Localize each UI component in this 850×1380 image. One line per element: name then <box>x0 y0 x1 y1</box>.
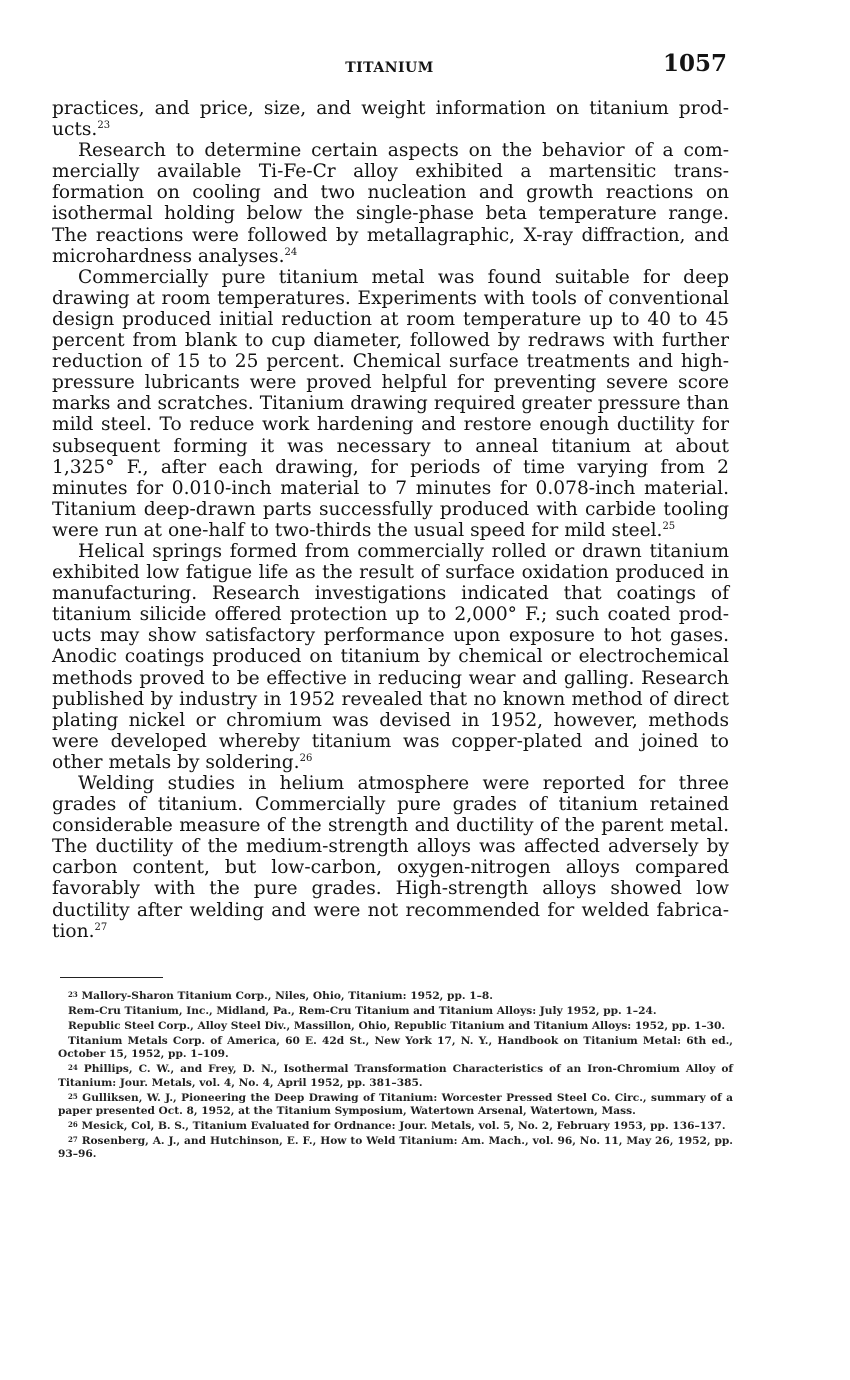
paragraph <box>52 773 729 942</box>
footnote-text: Rosenberg, A. J., and Hutchinson, E. F., How to Weld Titanium: Am. Mach., vol. 96, No. 11, May 26, 1952, pp. 93–96. <box>58 1134 733 1161</box>
footnote <box>58 988 733 1003</box>
paragraph <box>52 267 729 541</box>
page-number: 1057 <box>662 50 727 77</box>
footnote <box>58 1118 733 1133</box>
footnote-mark: 26 <box>68 1119 78 1129</box>
footnote-text: Gulliksen, W. J., Pioneering the Deep Drawing of Titanium: Worcester Pressed Steel Co. Circ., summary of a paper presented Oct. 8, 1952, at the Titanium Symposium, Watertown Arsenal, Watertown, Mass. <box>58 1091 733 1117</box>
paragraph <box>52 541 729 773</box>
footnote-text: Titanium Metals Corp. of America, 60 E. 42d St., New York 17, N. Y., Handbook on Titanium Metal: 6th ed., October 15, 1952, pp. 1–109. <box>58 1035 733 1061</box>
footnotes <box>58 988 733 1161</box>
running-title: TITANIUM <box>345 60 434 76</box>
footnote-reference: 26 <box>299 752 313 764</box>
paragraph-text: Welding studies in helium atmosphere were reported for three grades of titanium. Commercially pure grades of titanium retained considerable measure of the strength and ductility of the parent metal. The ductility of the medium-strength alloys was affected adversely by carbon content, but low-carbon, oxygen-nitrogen alloys compared favorably with the pure grades. High-strength alloys showed low ductility after welding and were not recommended for welded fabrication. <box>52 773 729 942</box>
footnote-reference: 27 <box>94 921 108 933</box>
footnote-mark: 23 <box>68 990 78 999</box>
footnote-mark: 25 <box>68 1091 78 1101</box>
footnote-reference: 24 <box>284 246 298 258</box>
footnote-text: Republic Steel Corp., Alloy Steel Div., Massillon, Ohio, Republic Titanium and Titanium Alloys: 1952, pp. 1–30. <box>68 1020 726 1033</box>
paragraph-text: Helical springs formed from commercially rolled or drawn titanium exhibited low fatigue life as the result of surface oxidation produced in manufacturing. Research investigations indicated that coatings of titanium silicide offered protection up to 2,000° F.; such coated products may show satisfactory performance upon exposure to hot gases. Anodic coatings produced on titanium by chemical or electrochemical methods proved to be effective in reducing wear and galling. Research published by industry in 1952 revealed that no known method of direct plating nickel or chromium was devised in 1952, however, methods were developed whereby titanium was copper-plated and joined to other metals by soldering. <box>52 540 729 773</box>
footnote <box>58 1003 733 1018</box>
footnote-text: Mallory-Sharon Titanium Corp., Niles, Ohio, Titanium: 1952, pp. 1–8. <box>81 990 493 1002</box>
footnote-reference: 25 <box>662 520 676 532</box>
paragraph-text: Commercially pure titanium metal was found suitable for deep drawing at room temperatures. Experiments with tools of conventional design produced initial reduction at room temperature up to 40 to 45 percent from blank to cup diameter, followed by redraws with further reduction of 15 to 25 percent. Chemical surface treatments and high-pressure lubricants were proved helpful for preventing severe score marks and scratches. Titanium drawing required greater pressure than mild steel. To reduce work hardening and restore enough ductility for subsequent forming it was necessary to anneal titanium at about 1,325° F., after each drawing, for periods of time varying from 2 minutes for 0.010-inch material to 7 minutes for 0.078-inch material. Titanium deep-drawn parts successfully produced with carbide tooling were run at one-half to two-thirds the usual speed for mild steel. <box>52 266 729 541</box>
paragraph <box>52 98 729 140</box>
footnote <box>58 1090 733 1118</box>
footnote-divider <box>60 977 163 978</box>
paragraph-text: Research to determine certain aspects on the behavior of a commercially available Ti-Fe-Cr alloy exhibited a martensitic transformation on cooling and two nucleation and growth reactions on isothermal holding below the single-phase beta temperature range. The reactions were followed by metallagraphic, X-ray diffraction, and microhardness analyses. <box>52 140 729 267</box>
footnote-mark: 24 <box>68 1063 78 1073</box>
paragraph-text: practices, and price, size, and weight information on titanium products. <box>52 98 729 141</box>
footnote-mark: 27 <box>68 1134 78 1144</box>
page-header <box>52 50 727 84</box>
footnote-reference: 23 <box>97 120 111 132</box>
footnote-text: Mesick, Col, B. S., Titanium Evaluated for Ordnance: Jour. Metals, vol. 5, No. 2, February 1953, pp. 136–137. <box>81 1119 726 1132</box>
footnote-text: Phillips, C. W., and Frey, D. N., Isothermal Transformation Characteristics of an Iron-Chromium Alloy of Titanium: Jour. Metals, vol. 4, No. 4, April 1952, pp. 381–385. <box>58 1063 733 1089</box>
footnote <box>58 1061 733 1089</box>
footnote-text: Rem-Cru Titanium, Inc., Midland, Pa., Rem-Cru Titanium and Titanium Alloys: July 1952, pp. 1–24. <box>68 1005 657 1018</box>
footnote <box>58 1133 733 1161</box>
body-text <box>52 98 729 942</box>
paragraph <box>52 140 729 267</box>
footnote <box>58 1033 733 1061</box>
footnote <box>58 1018 733 1033</box>
